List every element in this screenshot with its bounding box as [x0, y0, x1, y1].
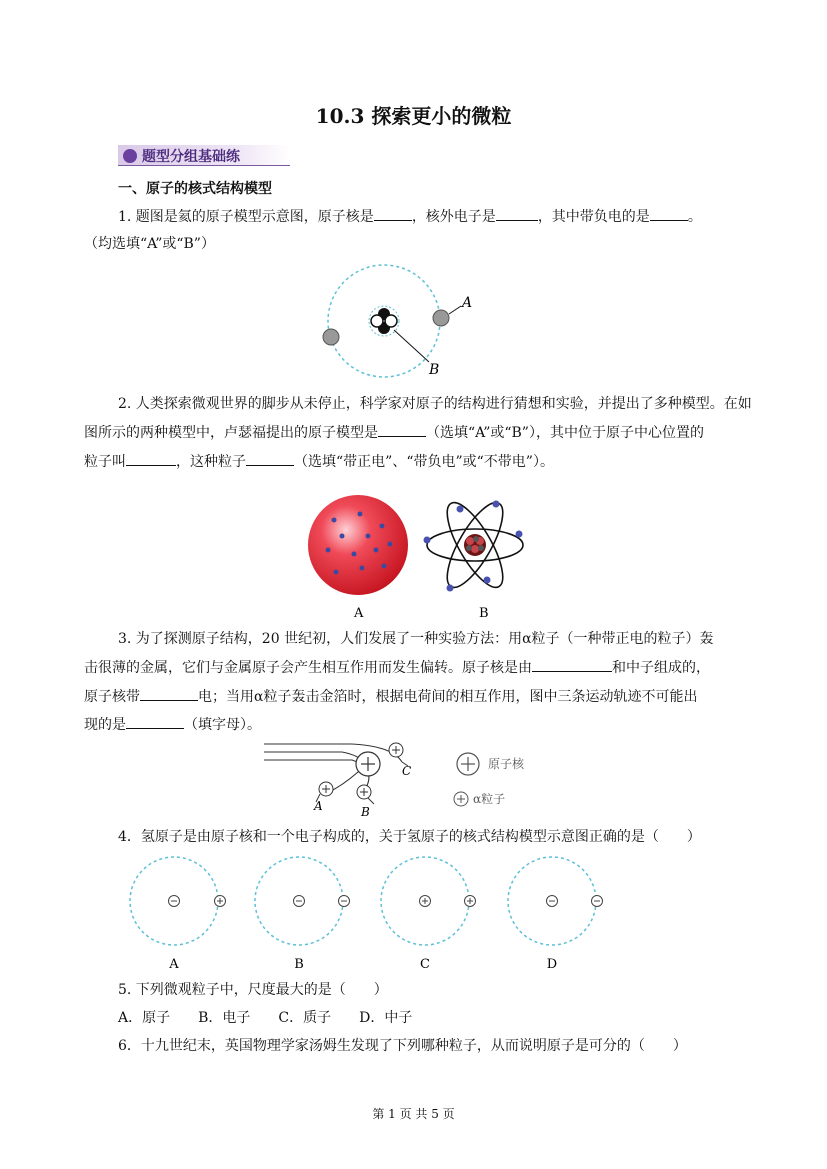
- label-a: A: [462, 295, 473, 311]
- electron: [323, 329, 339, 345]
- hydrogen-models-figure: [126, 852, 616, 977]
- blank-1c[interactable]: [650, 206, 688, 221]
- alpha-paths: [264, 744, 402, 793]
- blank-2a[interactable]: [378, 422, 426, 437]
- helium-atom-figure: [316, 262, 486, 382]
- path-label-a: A: [314, 799, 323, 813]
- alpha-scattering-figure: [262, 738, 552, 820]
- question-3-line-1: 3. 为了探测原子结构，20 世纪初，人们发展了一种实验方法：用α粒子（一种带正电的粒子）轰: [118, 631, 714, 647]
- section-heading: 一、原子的核式结构模型: [118, 181, 272, 197]
- blank-3a[interactable]: [532, 657, 612, 672]
- question-5: 5. 下列微观粒子中，尺度最大的是（ ）: [118, 982, 388, 998]
- question-3-line-3: 原子核带 电；当用α粒子轰击金箔时，根据电荷间的相互作用，图中三条运动轨迹不可能出: [84, 686, 697, 707]
- model-label-a: A: [354, 606, 364, 621]
- path-label-c: C: [402, 764, 412, 778]
- option-b-label: B: [294, 957, 304, 972]
- section-badge: [118, 143, 290, 167]
- question-5-options: A．原子 B．电子 C．质子 D．中子: [118, 1010, 413, 1026]
- page-title: 10.3 探索更小的微粒: [315, 104, 512, 128]
- option-a-label: A: [169, 957, 179, 972]
- blank-2b[interactable]: [126, 451, 176, 466]
- question-2-line-1: 2. 人类探索微观世界的脚步从未停止，科学家对原子的结构进行猜想和实验，并提出了多种模型。在如: [118, 396, 752, 412]
- question-4: 4．氢原子是由原子核和一个电子构成的，关于氢原子的核式结构模型示意图正确的是（ ）: [118, 829, 701, 845]
- blank-1a[interactable]: [374, 206, 412, 221]
- model-label-b: B: [479, 606, 489, 621]
- question-3-line-2: 击很薄的金属，它们与金属原子会产生相互作用而发生偏转。原子核是由 和中子组成的，: [84, 657, 710, 678]
- option-c-label: C: [420, 957, 430, 972]
- question-3-line-4: 现的是 （填字母）。: [84, 714, 261, 735]
- question-2-line-2: 图所示的两种模型中，卢瑟福提出的原子模型是 （选填“A”或“B”），其中位于原子中心位置的: [84, 422, 704, 443]
- path-label-b: B: [361, 805, 370, 819]
- pointer-line-a: [449, 306, 461, 314]
- question-1-line-2: （均选填“A”或“B”）: [84, 236, 215, 252]
- plum-pudding-model: [308, 495, 408, 595]
- blank-3b[interactable]: [140, 686, 198, 701]
- blank-2c[interactable]: [246, 451, 294, 466]
- option-d-label: D: [546, 957, 558, 972]
- bullet-icon: [123, 149, 137, 163]
- electron: [433, 310, 449, 326]
- neutron: [371, 315, 383, 327]
- legend-nucleus-label: 原子核: [488, 757, 525, 771]
- label-b: B: [429, 362, 440, 378]
- atom-models-figure: [300, 492, 535, 622]
- question-2-line-3: 粒子叫 ，这种粒子 （选填“带正电”、“带负电”或“不带电”）。: [84, 451, 554, 472]
- question-6: 6．十九世纪末，英国物理学家汤姆生发现了下列哪种粒子，从而说明原子是可分的（ ）: [118, 1038, 687, 1054]
- badge-label: 题型分组基础练: [142, 149, 240, 165]
- pointer-line-b: [394, 330, 429, 362]
- page-footer: 第 1 页 共 5 页: [372, 1107, 455, 1121]
- legend-alpha-label: α粒子: [473, 792, 506, 806]
- question-1-line-1: 1. 题图是氦的原子模型示意图，原子核是 ，核外电子是 ，其中带负电的是 。: [118, 206, 702, 227]
- neutron: [385, 315, 397, 327]
- blank-1b[interactable]: [496, 206, 538, 221]
- blank-3c[interactable]: [126, 714, 184, 729]
- electron-orbit: [328, 265, 440, 377]
